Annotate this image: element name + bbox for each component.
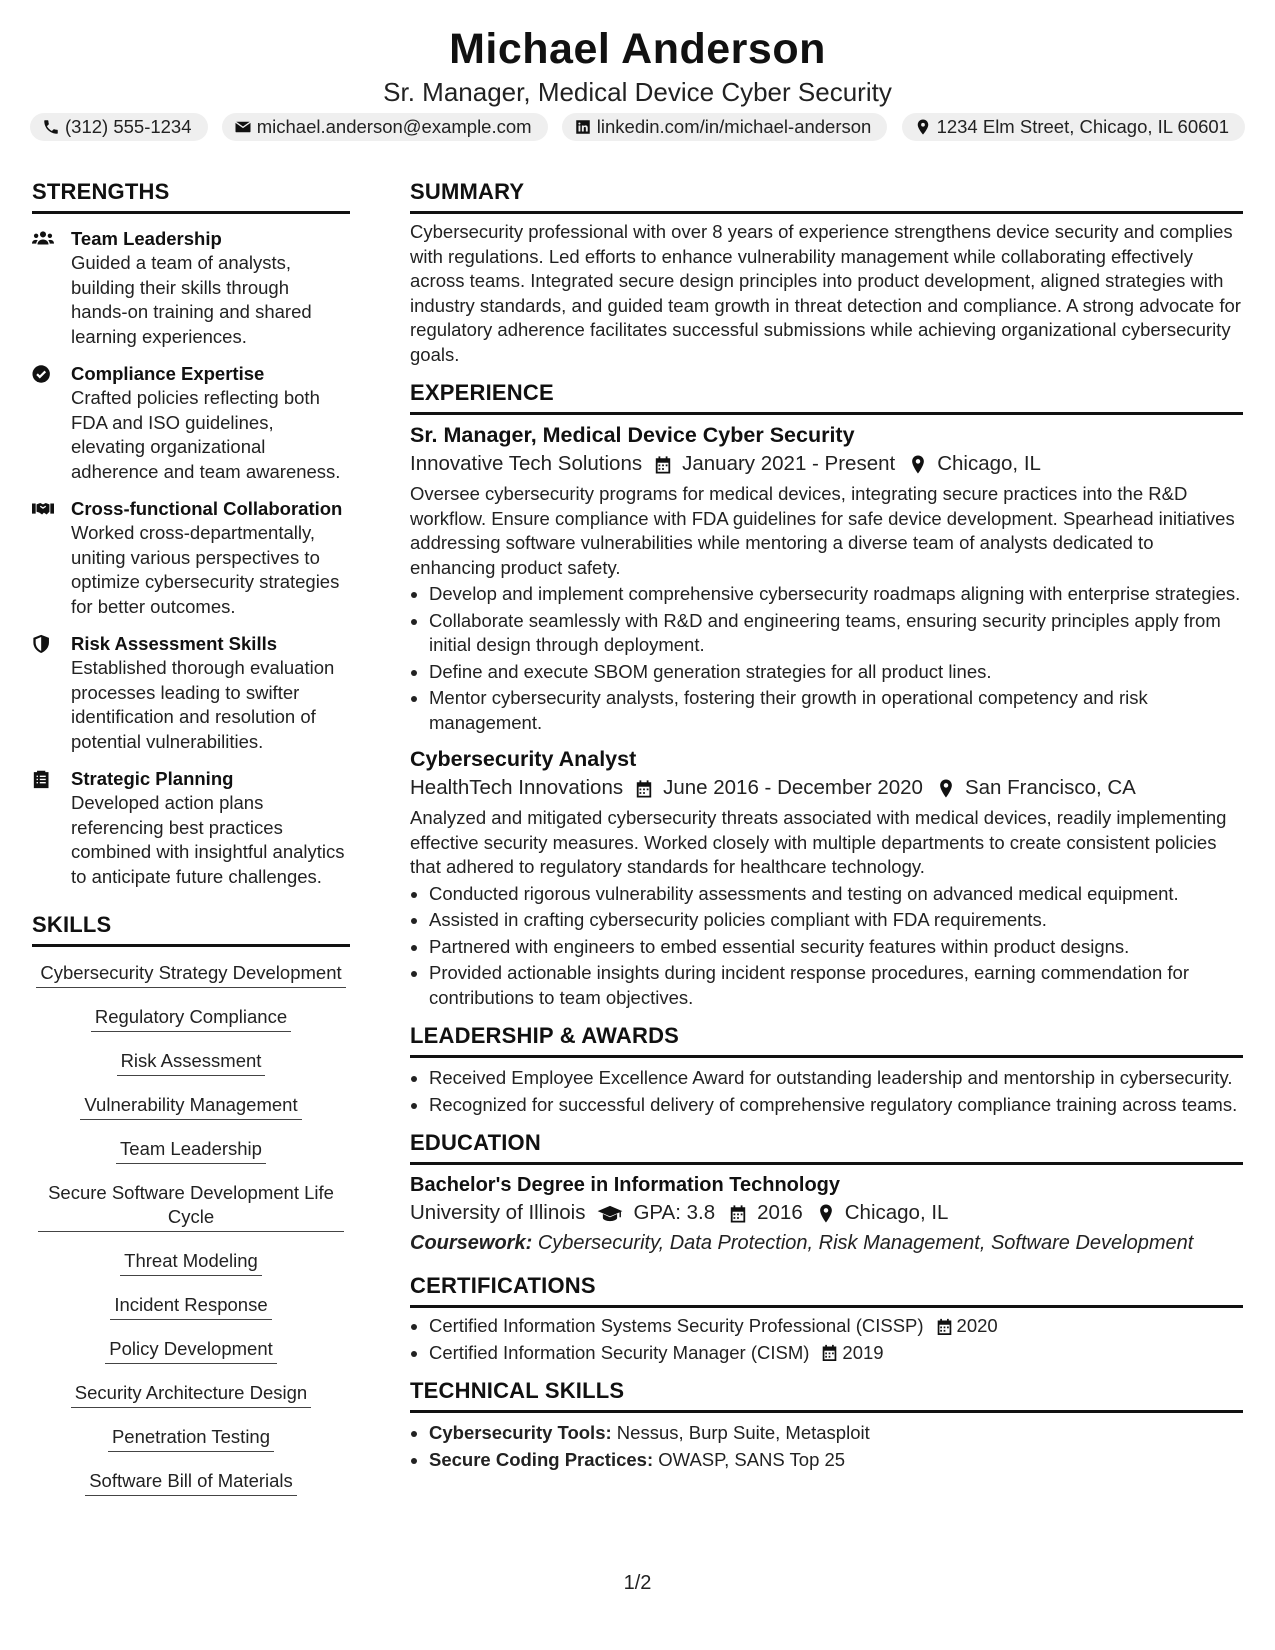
job-dates: June 2016 - December 2020 [663,776,923,799]
education-entry [410,1172,1243,1258]
envelope-icon [234,118,252,136]
school-name: University of Illinois [410,1201,586,1224]
skill-tag: Vulnerability Management [80,1093,301,1120]
skill-tag: Threat Modeling [120,1249,262,1276]
job-company: HealthTech Innovations [410,776,624,799]
skill-tag: Secure Software Development Life Cycle [38,1181,344,1232]
technical-skills-heading: TECHNICAL SKILLS [410,1377,1243,1413]
job-dates: January 2021 - Present [682,452,896,475]
strength-description: Guided a team of analysts, building their skills through hands-on training and shared learning experiences. [71,252,312,347]
skills-list [32,961,350,1513]
skill-tag: Risk Assessment [117,1049,266,1076]
certification-item [429,1314,1243,1339]
location-pin-icon [914,118,932,136]
job-title: Cybersecurity Analyst [410,747,637,771]
education-meta [410,1198,1243,1228]
technical-skills-list [410,1421,1243,1472]
strength-description: Established thorough evaluation processes leading to swifter identification and resolution of potential vulnerabilities. [71,657,335,752]
job-bullet: • Develop and implement comprehensive cybersecurity roadmaps aligning with enterprise strategies. [429,582,1243,607]
skill-tag: Security Architecture Design [71,1381,311,1408]
leadership-heading: LEADERSHIP & AWARDS [410,1022,1243,1058]
award-item: • Received Employee Excellence Award for outstanding leadership and mentorship in cybersecurity. [429,1066,1243,1091]
skill-tag: Incident Response [110,1293,271,1320]
skill-tag: Software Bill of Materials [85,1469,297,1496]
job-description: Oversee cybersecurity programs for medical devices, integrating secure practices into the R&D workflow. Ensure compliance with FDA guidelines for safe device development. Spearhead initiatives addressing software vulnerabilities while mentoring a diverse team of analysts dedicated to enhancing product safety. [410,483,1235,578]
location-pin-icon [817,1204,835,1223]
technical-skill-value: Nessus, Burp Suite, Metasploit [616,1422,870,1443]
certifications-list [410,1314,1243,1365]
job-bullets [410,582,1243,735]
technical-skill-label: Secure Coding Practices: [429,1448,654,1470]
job-bullet: • Define and execute SBOM generation strategies for all product lines. [429,660,1243,685]
gpa: GPA: 3.8 [633,1201,716,1224]
strength-item [32,632,350,754]
summary-text: Cybersecurity professional with over 8 years of experience strengthens device security and complies with regulations. Led efforts to enhance vulnerability management while collaborating effectively across teams. Integrated secure design principles into product development, aligned strategies with industry standards, and guided team growth in threat detection and compliance. A strong advocate for regulatory adherence facilitates successful submissions while achieving organizational cybersecurity goals. [410,221,1241,365]
contact-address-text: 1234 Elm Street, Chicago, IL 60601 [936,116,1229,137]
coursework-list: Cybersecurity, Data Protection, Risk Management, Software Development [537,1232,1194,1254]
summary-heading: SUMMARY [410,178,1243,214]
contact-bar [30,113,1245,141]
job-bullet: • Provided actionable insights during incident response procedures, earning commendation for contributions to team objectives. [429,961,1243,1010]
calendar-icon [635,779,653,798]
strength-item [32,227,350,349]
technical-skill-item [429,1421,1243,1446]
strength-item [32,362,350,484]
calendar-icon [936,1318,953,1335]
contact-email[interactable] [222,113,548,141]
certification-item [429,1341,1243,1366]
strength-title: Compliance Expertise [71,363,265,384]
strength-title: Team Leadership [71,228,222,249]
graduation-year: 2016 [757,1201,803,1224]
skills-heading: SKILLS [32,911,350,947]
job-description: Analyzed and mitigated cybersecurity threats associated with medical devices, readily implementing effective security measures. Worked closely with multiple departments to create consistent policies that adhered to regulatory standards for healthcare technology. [410,807,1227,877]
job-bullet: • Assisted in crafting cybersecurity policies compliant with FDA requirements. [429,908,1243,933]
right-column [410,178,1243,1474]
contact-linkedin-text: linkedin.com/in/michael-anderson [596,116,872,137]
contact-email-text: michael.anderson@example.com [256,116,532,137]
handshake-icon [32,499,56,519]
job-company: Innovative Tech Solutions [410,452,643,475]
job-entry [410,421,1243,735]
skill-tag: Regulatory Compliance [91,1005,291,1032]
job-meta [410,773,1243,803]
strength-description: Developed action plans referencing best practices combined with insightful analytics to anticipate future challenges. [71,792,345,887]
job-meta [410,449,1243,479]
strength-item [32,497,350,619]
users-icon [32,229,56,249]
job-bullets [410,882,1243,1011]
shield-icon [32,634,56,654]
calendar-icon [729,1204,747,1223]
strength-description: Crafted policies reflecting both FDA and ISO guidelines, elevating organizational adherence and team awareness. [71,387,341,482]
job-title: Sr. Manager, Medical Device Cyber Security [410,423,855,447]
linkedin-icon [574,118,592,136]
strength-title: Cross-functional Collaboration [71,498,343,519]
certifications-heading: CERTIFICATIONS [410,1272,1243,1308]
resume-header [0,22,1275,108]
page-number: 1/2 [623,1572,652,1594]
phone-icon [42,118,60,136]
certification-year: 2019 [842,1341,884,1363]
strength-title: Risk Assessment Skills [71,633,278,654]
location-pin-icon [909,455,927,474]
left-column [32,178,350,1513]
experience-heading: EXPERIENCE [410,379,1243,415]
strength-title: Strategic Planning [71,768,234,789]
job-bullet: • Collaborate seamlessly with R&D and engineering teams, ensuring security principles apply from initial design through deployment. [429,609,1243,658]
certification-year: 2020 [956,1315,998,1336]
skill-tag: Penetration Testing [108,1425,274,1452]
leadership-list [410,1066,1243,1117]
job-bullet: • Partnered with engineers to embed essential security features within product designs. [429,935,1243,960]
technical-skill-item [429,1448,1243,1473]
job-bullet: • Mentor cybersecurity analysts, fostering their growth in operational competency and risk management. [429,686,1243,735]
coursework-label: Coursework: [410,1232,533,1254]
candidate-name: Michael Anderson [449,25,826,73]
contact-linkedin[interactable] [562,113,888,141]
skill-tag: Team Leadership [116,1137,266,1164]
strengths-heading: STRENGTHS [32,178,350,214]
coursework [410,1228,1243,1258]
check-circle-icon [32,364,56,384]
graduation-cap-icon [597,1204,623,1223]
candidate-title: Sr. Manager, Medical Device Cyber Security [383,77,892,107]
location-pin-icon [937,779,955,798]
calendar-icon [821,1344,838,1361]
contact-address[interactable] [902,113,1245,141]
job-bullet: • Conducted rigorous vulnerability assessments and testing on advanced medical equipment. [429,882,1243,907]
strength-item [32,767,350,889]
school-location: Chicago, IL [844,1201,949,1224]
contact-phone[interactable] [30,113,208,141]
strength-description: Worked cross-departmentally, uniting various perspectives to optimize cybersecurity strategies for better outcomes. [71,522,340,617]
skill-tag: Cybersecurity Strategy Development [36,961,345,988]
skill-tag: Policy Development [105,1337,277,1364]
clipboard-list-icon [32,769,56,789]
contact-phone-text: (312) 555-1234 [65,116,192,137]
calendar-icon [654,455,672,474]
education-heading: EDUCATION [410,1129,1243,1165]
job-location: San Francisco, CA [964,776,1136,799]
technical-skill-value: OWASP, SANS Top 25 [658,1448,846,1470]
technical-skill-label: Cybersecurity Tools: [429,1422,612,1443]
certification-name: • Certified Information Systems Security Professional (CISSP) [429,1315,924,1336]
job-entry [410,745,1243,1010]
award-item: • Recognized for successful delivery of comprehensive regulatory compliance training across teams. [429,1093,1243,1118]
job-location: Chicago, IL [937,452,1041,475]
certification-name: • Certified Information Security Manager (CISM) [429,1341,810,1363]
degree-title: Bachelor's Degree in Information Technology [410,1174,841,1196]
